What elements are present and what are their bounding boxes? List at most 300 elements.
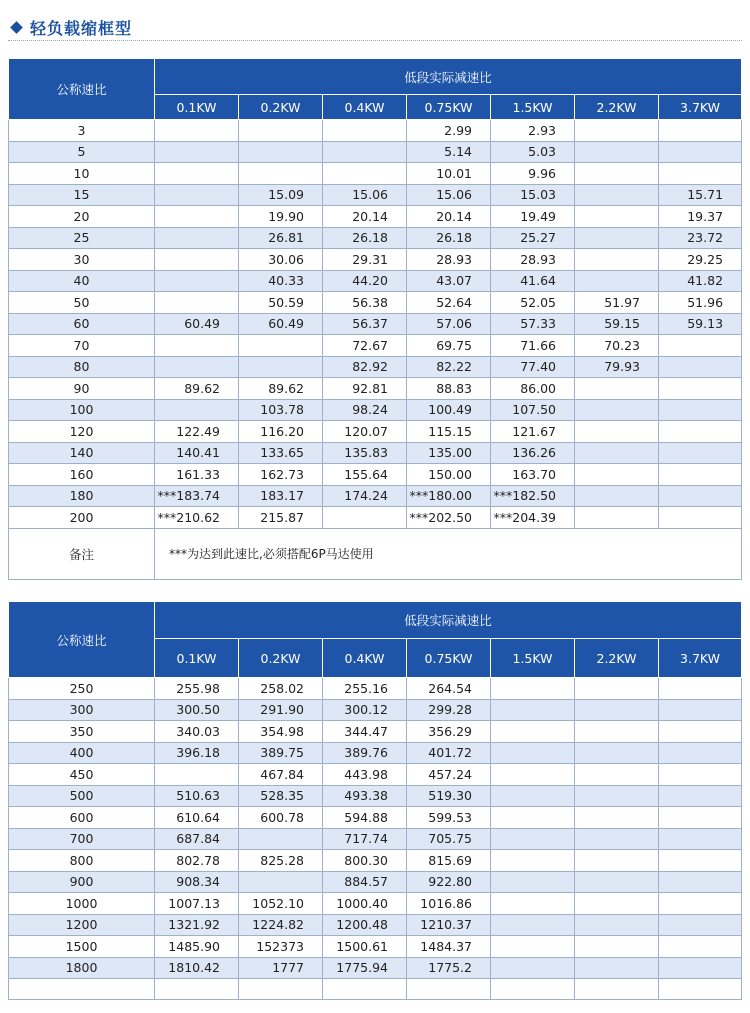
actual-ratio-cell: 300.12: [323, 699, 407, 721]
actual-ratio-cell: 1485.90: [155, 936, 239, 958]
actual-ratio-cell: [239, 828, 323, 850]
nominal-ratio-cell: 40: [9, 270, 155, 292]
actual-ratio-cell: 135.83: [323, 442, 407, 464]
nominal-ratio-cell: 400: [9, 742, 155, 764]
actual-ratio-cell: 1810.42: [155, 957, 239, 979]
table-row: [9, 292, 742, 314]
section-title: 轻负载缩框型: [30, 18, 133, 38]
actual-ratio-cell: [575, 807, 659, 829]
actual-ratio-cell: [659, 442, 742, 464]
nominal-ratio-cell: 180: [9, 485, 155, 507]
actual-ratio-cell: [155, 141, 239, 163]
note-row: [9, 528, 742, 579]
actual-ratio-cell: 89.62: [239, 378, 323, 400]
actual-ratio-cell: 467.84: [239, 764, 323, 786]
nominal-ratio-cell: 350: [9, 721, 155, 743]
actual-ratio-cell: 52.64: [407, 292, 491, 314]
actual-ratio-cell: [659, 163, 742, 185]
actual-ratio-cell: 340.03: [155, 721, 239, 743]
actual-ratio-cell: 264.54: [407, 678, 491, 700]
nominal-ratio-cell: 900: [9, 871, 155, 893]
actual-ratio-cell: 600.78: [239, 807, 323, 829]
nominal-ratio-cell: 160: [9, 464, 155, 486]
nominal-ratio-cell: 5: [9, 141, 155, 163]
actual-ratio-cell: [659, 120, 742, 142]
nominal-ratio-cell: 700: [9, 828, 155, 850]
actual-ratio-cell: [575, 764, 659, 786]
empty-cell: [9, 979, 155, 1000]
actual-ratio-cell: 299.28: [407, 699, 491, 721]
actual-ratio-cell: [491, 828, 575, 850]
actual-ratio-cell: 528.35: [239, 785, 323, 807]
actual-ratio-cell: 50.59: [239, 292, 323, 314]
diamond-bullet-icon: [10, 21, 23, 34]
note-label: 备注: [9, 528, 155, 579]
nominal-ratio-cell: 3: [9, 120, 155, 142]
actual-ratio-cell: 255.16: [323, 678, 407, 700]
actual-ratio-cell: [323, 507, 407, 529]
actual-ratio-cell: 57.33: [491, 313, 575, 335]
actual-ratio-cell: 72.67: [323, 335, 407, 357]
actual-ratio-cell: 23.72: [659, 227, 742, 249]
actual-ratio-cell: 59.13: [659, 313, 742, 335]
actual-ratio-cell: 5.03: [491, 141, 575, 163]
actual-ratio-cell: 82.92: [323, 356, 407, 378]
actual-ratio-cell: 258.02: [239, 678, 323, 700]
actual-ratio-cell: 44.20: [323, 270, 407, 292]
nominal-ratio-cell: 1200: [9, 914, 155, 936]
table-row: [9, 120, 742, 142]
actual-ratio-cell: 15.71: [659, 184, 742, 206]
actual-ratio-cell: 89.62: [155, 378, 239, 400]
actual-ratio-cell: [659, 721, 742, 743]
actual-ratio-cell: [491, 678, 575, 700]
actual-ratio-cell: [155, 356, 239, 378]
actual-ratio-cell: [575, 141, 659, 163]
table-row: [9, 721, 742, 743]
actual-ratio-cell: 884.57: [323, 871, 407, 893]
actual-ratio-cell: 20.14: [323, 206, 407, 228]
table-row: [9, 871, 742, 893]
table-row: [9, 807, 742, 829]
actual-ratio-cell: 396.18: [155, 742, 239, 764]
actual-ratio-cell: [575, 184, 659, 206]
actual-ratio-cell: 1500.61: [323, 936, 407, 958]
actual-ratio-cell: 152373: [239, 936, 323, 958]
actual-ratio-cell: 354.98: [239, 721, 323, 743]
actual-ratio-cell: [659, 356, 742, 378]
actual-ratio-cell: 389.76: [323, 742, 407, 764]
table-row: [9, 378, 742, 400]
actual-ratio-cell: 825.28: [239, 850, 323, 872]
power-column-header: 0.1KW: [155, 95, 239, 120]
actual-ratio-cell: [659, 914, 742, 936]
actual-ratio-cell: 519.30: [407, 785, 491, 807]
ratio-table-1: [8, 58, 742, 580]
actual-ratio-cell: 136.26: [491, 442, 575, 464]
actual-ratio-cell: [155, 292, 239, 314]
table-row: [9, 957, 742, 979]
actual-ratio-cell: [659, 507, 742, 529]
actual-ratio-cell: [575, 828, 659, 850]
actual-ratio-cell: 103.78: [239, 399, 323, 421]
actual-ratio-cell: 79.93: [575, 356, 659, 378]
actual-ratio-cell: [659, 335, 742, 357]
empty-cell: [239, 979, 323, 1000]
table-row: [9, 678, 742, 700]
actual-ratio-cell: [491, 699, 575, 721]
actual-ratio-cell: [155, 399, 239, 421]
actual-ratio-cell: [575, 957, 659, 979]
title-divider: [8, 40, 742, 41]
table-row: [9, 936, 742, 958]
actual-ratio-cell: 116.20: [239, 421, 323, 443]
actual-ratio-cell: [659, 678, 742, 700]
actual-ratio-cell: [155, 335, 239, 357]
actual-ratio-cell: 687.84: [155, 828, 239, 850]
table-row: [9, 464, 742, 486]
empty-cell: [407, 979, 491, 1000]
actual-ratio-cell: 510.63: [155, 785, 239, 807]
actual-ratio-cell: 100.49: [407, 399, 491, 421]
nominal-ratio-cell: 60: [9, 313, 155, 335]
actual-ratio-cell: 291.90: [239, 699, 323, 721]
actual-ratio-cell: 493.38: [323, 785, 407, 807]
actual-ratio-cell: 2.93: [491, 120, 575, 142]
actual-ratio-cell: 26.18: [323, 227, 407, 249]
actual-ratio-cell: [491, 742, 575, 764]
actual-ratio-cell: 82.22: [407, 356, 491, 378]
actual-ratio-cell: [659, 378, 742, 400]
actual-ratio-cell: 20.14: [407, 206, 491, 228]
actual-ratio-cell: 98.24: [323, 399, 407, 421]
actual-ratio-cell: 344.47: [323, 721, 407, 743]
actual-ratio-cell: [575, 206, 659, 228]
actual-ratio-cell: 41.82: [659, 270, 742, 292]
power-column-header: 0.4KW: [323, 95, 407, 120]
actual-ratio-cell: [575, 378, 659, 400]
nominal-ratio-cell: 70: [9, 335, 155, 357]
actual-ratio-cell: [155, 120, 239, 142]
actual-ratio-cell: 401.72: [407, 742, 491, 764]
nominal-ratio-cell: 1000: [9, 893, 155, 915]
actual-ratio-cell: [575, 893, 659, 915]
actual-ratio-cell: 457.24: [407, 764, 491, 786]
power-column-header: 0.75KW: [407, 95, 491, 120]
actual-ratio-cell: 1775.94: [323, 957, 407, 979]
actual-ratio-cell: 43.07: [407, 270, 491, 292]
actual-ratio-cell: 1000.40: [323, 893, 407, 915]
actual-ratio-cell: 356.29: [407, 721, 491, 743]
actual-ratio-cell: 107.50: [491, 399, 575, 421]
empty-cell: [575, 979, 659, 1000]
actual-ratio-cell: [239, 356, 323, 378]
actual-ratio-cell: 60.49: [155, 313, 239, 335]
actual-ratio-cell: ***210.62: [155, 507, 239, 529]
nominal-ratio-cell: 800: [9, 850, 155, 872]
nominal-ratio-cell: 50: [9, 292, 155, 314]
actual-ratio-cell: 163.70: [491, 464, 575, 486]
nominal-ratio-cell: 25: [9, 227, 155, 249]
actual-ratio-cell: [575, 914, 659, 936]
actual-ratio-cell: 26.18: [407, 227, 491, 249]
actual-ratio-cell: 120.07: [323, 421, 407, 443]
actual-ratio-cell: 40.33: [239, 270, 323, 292]
actual-ratio-cell: [575, 699, 659, 721]
actual-ratio-cell: 29.25: [659, 249, 742, 271]
actual-ratio-cell: [155, 163, 239, 185]
table-row: [9, 442, 742, 464]
actual-ratio-cell: [659, 850, 742, 872]
actual-ratio-cell: 28.93: [491, 249, 575, 271]
actual-ratio-cell: [155, 764, 239, 786]
actual-ratio-cell: 52.05: [491, 292, 575, 314]
empty-cell: [155, 979, 239, 1000]
table-row: [9, 184, 742, 206]
empty-row: [9, 979, 742, 1000]
actual-ratio-cell: 443.98: [323, 764, 407, 786]
nominal-ratio-cell: 140: [9, 442, 155, 464]
actual-ratio-cell: 26.81: [239, 227, 323, 249]
actual-ratio-cell: [575, 936, 659, 958]
actual-ratio-cell: 30.06: [239, 249, 323, 271]
empty-cell: [659, 979, 742, 1000]
actual-ratio-cell: 255.98: [155, 678, 239, 700]
actual-ratio-cell: 9.96: [491, 163, 575, 185]
actual-ratio-cell: [491, 914, 575, 936]
actual-ratio-cell: 1052.10: [239, 893, 323, 915]
actual-ratio-cell: 599.53: [407, 807, 491, 829]
actual-ratio-cell: [575, 249, 659, 271]
table-row: [9, 163, 742, 185]
nominal-ratio-cell: 1800: [9, 957, 155, 979]
actual-ratio-cell: [659, 936, 742, 958]
power-column-header: 0.1KW: [155, 639, 239, 678]
actual-ratio-cell: [239, 335, 323, 357]
actual-ratio-cell: [659, 699, 742, 721]
actual-ratio-cell: 1321.92: [155, 914, 239, 936]
actual-ratio-cell: 25.27: [491, 227, 575, 249]
actual-ratio-cell: 183.17: [239, 485, 323, 507]
actual-ratio-cell: 1224.82: [239, 914, 323, 936]
actual-ratio-cell: [323, 163, 407, 185]
actual-ratio-cell: 56.37: [323, 313, 407, 335]
nominal-ratio-cell: 1500: [9, 936, 155, 958]
table-row: [9, 227, 742, 249]
actual-ratio-cell: [491, 721, 575, 743]
actual-ratio-cell: [575, 163, 659, 185]
actual-ratio-cell: 88.83: [407, 378, 491, 400]
actual-ratio-cell: 15.09: [239, 184, 323, 206]
nominal-ratio-cell: 10: [9, 163, 155, 185]
actual-ratio-cell: 19.37: [659, 206, 742, 228]
nominal-ratio-cell: 250: [9, 678, 155, 700]
actual-ratio-cell: [659, 141, 742, 163]
actual-ratio-cell: 140.41: [155, 442, 239, 464]
ratio-table-2: [8, 601, 742, 1000]
table-row: [9, 893, 742, 915]
actual-ratio-cell: [491, 871, 575, 893]
actual-ratio-cell: 594.88: [323, 807, 407, 829]
table-row: [9, 914, 742, 936]
nominal-ratio-cell: 80: [9, 356, 155, 378]
actual-ratio-cell: 1007.13: [155, 893, 239, 915]
actual-ratio-cell: ***204.39: [491, 507, 575, 529]
actual-ratio-cell: 174.24: [323, 485, 407, 507]
actual-ratio-cell: [491, 893, 575, 915]
actual-ratio-cell: 77.40: [491, 356, 575, 378]
actual-ratio-cell: [659, 828, 742, 850]
actual-ratio-cell: [659, 871, 742, 893]
nominal-ratio-cell: 600: [9, 807, 155, 829]
power-column-header: 3.7KW: [659, 95, 742, 120]
actual-ratio-cell: 705.75: [407, 828, 491, 850]
actual-ratio-cell: [239, 871, 323, 893]
actual-ratio-cell: [155, 227, 239, 249]
actual-ratio-cell: [659, 785, 742, 807]
power-column-header: 2.2KW: [575, 639, 659, 678]
actual-ratio-cell: ***183.74: [155, 485, 239, 507]
actual-ratio-cell: 60.49: [239, 313, 323, 335]
nominal-ratio-cell: 500: [9, 785, 155, 807]
table-row: [9, 828, 742, 850]
actual-ratio-cell: [659, 957, 742, 979]
nominal-ratio-cell: 20: [9, 206, 155, 228]
empty-cell: [323, 979, 407, 1000]
actual-ratio-cell: 15.06: [407, 184, 491, 206]
table-row: [9, 507, 742, 529]
nominal-ratio-cell: 15: [9, 184, 155, 206]
nominal-ratio-cell: 90: [9, 378, 155, 400]
actual-ratio-cell: 1777: [239, 957, 323, 979]
actual-ratio-cell: 29.31: [323, 249, 407, 271]
actual-ratio-cell: 56.38: [323, 292, 407, 314]
power-column-header: 1.5KW: [491, 95, 575, 120]
actual-ratio-cell: 1775.2: [407, 957, 491, 979]
actual-ratio-cell: [575, 678, 659, 700]
ratio-column-header: 公称速比: [9, 59, 155, 120]
nominal-ratio-cell: 30: [9, 249, 155, 271]
actual-ratio-cell: 70.23: [575, 335, 659, 357]
actual-ratio-cell: 5.14: [407, 141, 491, 163]
actual-ratio-cell: [491, 850, 575, 872]
table-row: [9, 742, 742, 764]
actual-ratio-cell: 1484.37: [407, 936, 491, 958]
nominal-ratio-cell: 200: [9, 507, 155, 529]
nominal-ratio-cell: 120: [9, 421, 155, 443]
actual-ratio-cell: 92.81: [323, 378, 407, 400]
actual-ratio-cell: ***182.50: [491, 485, 575, 507]
table-row: [9, 850, 742, 872]
actual-ratio-cell: 19.90: [239, 206, 323, 228]
table-row: [9, 785, 742, 807]
actual-ratio-cell: 10.01: [407, 163, 491, 185]
actual-ratio-cell: 15.03: [491, 184, 575, 206]
actual-ratio-cell: [659, 893, 742, 915]
actual-ratio-cell: 115.15: [407, 421, 491, 443]
actual-ratio-cell: [575, 485, 659, 507]
table-row: [9, 764, 742, 786]
actual-ratio-cell: 15.06: [323, 184, 407, 206]
actual-ratio-cell: [659, 742, 742, 764]
actual-ratio-cell: 51.97: [575, 292, 659, 314]
table-row: [9, 141, 742, 163]
actual-ratio-cell: 150.00: [407, 464, 491, 486]
actual-ratio-cell: 162.73: [239, 464, 323, 486]
actual-ratio-cell: 71.66: [491, 335, 575, 357]
actual-ratio-cell: [575, 850, 659, 872]
power-column-header: 0.2KW: [239, 639, 323, 678]
actual-ratio-cell: 717.74: [323, 828, 407, 850]
actual-ratio-cell: 802.78: [155, 850, 239, 872]
actual-ratio-cell: [575, 464, 659, 486]
actual-ratio-cell: [575, 227, 659, 249]
actual-ratio-group-header: 低段实际减速比: [155, 59, 742, 95]
actual-ratio-cell: [575, 507, 659, 529]
actual-ratio-cell: [575, 421, 659, 443]
table-row: [9, 313, 742, 335]
power-column-header: 0.4KW: [323, 639, 407, 678]
section-title-bar: [8, 14, 742, 40]
actual-ratio-cell: [155, 184, 239, 206]
actual-ratio-cell: 122.49: [155, 421, 239, 443]
power-column-header: 3.7KW: [659, 639, 742, 678]
actual-ratio-cell: [239, 141, 323, 163]
actual-ratio-cell: [575, 399, 659, 421]
actual-ratio-cell: 135.00: [407, 442, 491, 464]
actual-ratio-cell: [575, 742, 659, 764]
actual-ratio-cell: 133.65: [239, 442, 323, 464]
actual-ratio-cell: 815.69: [407, 850, 491, 872]
actual-ratio-cell: 86.00: [491, 378, 575, 400]
table-row: [9, 335, 742, 357]
actual-ratio-cell: [491, 785, 575, 807]
actual-ratio-cell: 155.64: [323, 464, 407, 486]
table-row: [9, 699, 742, 721]
actual-ratio-cell: 1210.37: [407, 914, 491, 936]
table-row: [9, 206, 742, 228]
actual-ratio-cell: 389.75: [239, 742, 323, 764]
actual-ratio-cell: 19.49: [491, 206, 575, 228]
actual-ratio-cell: [659, 764, 742, 786]
actual-ratio-group-header: 低段实际减速比: [155, 602, 742, 639]
table-row: [9, 270, 742, 292]
actual-ratio-cell: 121.67: [491, 421, 575, 443]
power-column-header: 1.5KW: [491, 639, 575, 678]
actual-ratio-cell: [155, 206, 239, 228]
actual-ratio-cell: [659, 485, 742, 507]
actual-ratio-cell: 2.99: [407, 120, 491, 142]
actual-ratio-cell: 300.50: [155, 699, 239, 721]
note-text: ***为达到此速比,必须搭配6P马达使用: [155, 528, 742, 579]
actual-ratio-cell: [659, 421, 742, 443]
actual-ratio-cell: [239, 163, 323, 185]
actual-ratio-cell: [659, 807, 742, 829]
actual-ratio-cell: 51.96: [659, 292, 742, 314]
actual-ratio-cell: [575, 120, 659, 142]
table-row: [9, 485, 742, 507]
actual-ratio-cell: [575, 871, 659, 893]
actual-ratio-cell: [491, 807, 575, 829]
actual-ratio-cell: ***202.50: [407, 507, 491, 529]
actual-ratio-cell: [491, 957, 575, 979]
actual-ratio-cell: [575, 442, 659, 464]
actual-ratio-cell: 161.33: [155, 464, 239, 486]
power-column-header: 0.2KW: [239, 95, 323, 120]
actual-ratio-cell: [491, 936, 575, 958]
table-row: [9, 356, 742, 378]
actual-ratio-cell: 57.06: [407, 313, 491, 335]
